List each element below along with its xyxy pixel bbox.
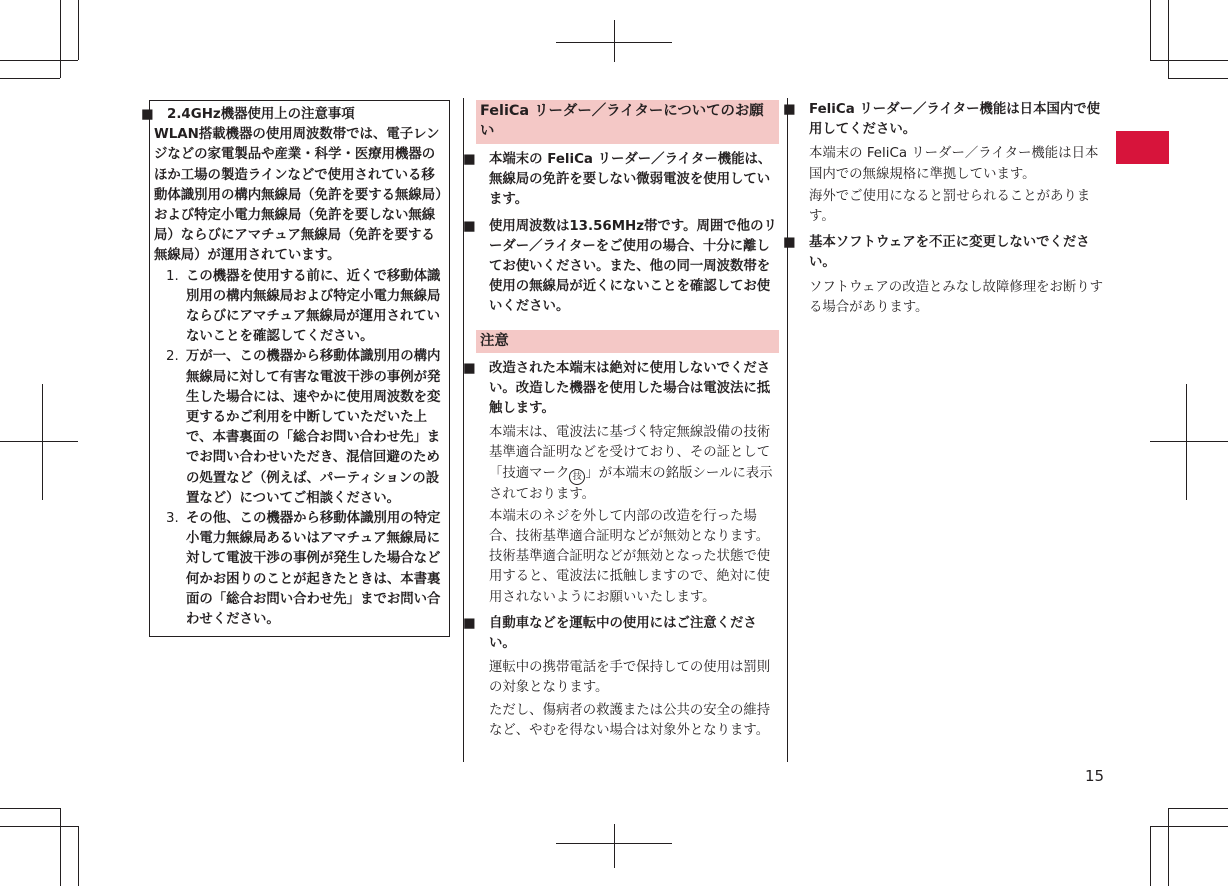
registration-mark xyxy=(614,20,615,62)
crop-mark xyxy=(1168,808,1169,886)
list-item: 1. この機器を使用する前に、近くで移動体識別用の構内無線局および特定小電力無線局ならびにアマチュア無線局が運用されていないことを確認してください。 xyxy=(166,268,441,345)
page-number: 15 xyxy=(1085,767,1105,785)
section-tab xyxy=(1116,131,1169,164)
crop-mark xyxy=(78,0,79,60)
crop-mark xyxy=(1150,0,1151,60)
crop-mark xyxy=(60,0,61,78)
crop-mark xyxy=(0,60,78,61)
column-middle xyxy=(463,100,779,741)
column-left xyxy=(141,100,449,637)
list-item: 3. その他、この機器から移動体識別用の特定小電力無線局あるいはアマチュア無線局に対して電波干渉の事例が発生した場合など何かお困りのことが起きたときは、本書裏面の「総合お問い合わせ先」までお問い合わせください。 xyxy=(166,511,441,628)
caution-item-body: 本端末は、電波法に基づく特定無線設備の技術基準適合証明などを受けており、その証として「技適マーク 技 」が本端末の銘版シールに表示されております。 xyxy=(489,425,773,502)
crop-mark xyxy=(1168,78,1228,79)
notice-heading: ■ 2.4GHz機器使用上の注意事項 xyxy=(141,107,355,122)
felica-domestic-body: 本端末の FeliCa リーダー／ライター機能は日本国内での無線規格に準拠しています。 xyxy=(809,146,1099,182)
registration-mark xyxy=(42,384,43,500)
crop-mark xyxy=(78,826,79,886)
felica-section-title: FeliCa リーダー／ライターについてのお願い xyxy=(476,100,779,144)
crop-mark xyxy=(60,808,61,886)
crop-mark xyxy=(0,808,60,809)
crop-mark xyxy=(1168,808,1228,809)
column-right xyxy=(783,100,1108,318)
caution-item-title: ■ 自動車などを運転中の使用にはご注意ください。 xyxy=(463,615,757,652)
registration-mark xyxy=(1150,441,1228,442)
caution-item-body: 本端末のネジを外して内部の改造を行った場合、技術基準適合証明などが無効となります。技術基準適合証明などが無効となった状態で使用すると、電波法に抵触しますので、絶対に使用されないようにお願いいたします。 xyxy=(489,508,771,605)
notice-intro: WLAN搭載機器の使用周波数帯では、電子レンジなどの家電製品や産業・科学・医療用機器のほか工場の製造ラインなどで使用されている移動体識別用の構内無線局（免許を要する無線局）および特定小電力無線局（免許を要しない無線局）ならびにアマチュア無線局（免許を要する無線局）が運用されています。 xyxy=(154,127,442,264)
caution-title: 注意 xyxy=(476,330,779,353)
column-divider xyxy=(787,98,788,762)
software-body: ソフトウェアの改造とみなし故障修理をお断りする場合があります。 xyxy=(809,279,1104,315)
registration-mark xyxy=(1186,384,1187,500)
registration-mark xyxy=(0,441,78,442)
giteki-mark-icon: 技 xyxy=(569,469,585,485)
crop-mark xyxy=(1150,60,1228,61)
notice-list xyxy=(154,267,445,631)
caution-item-body: ただし、傷病者の救護または公共の安全の維持など、やむを得ない場合は対象外となります。 xyxy=(489,702,771,738)
crop-mark xyxy=(1150,826,1151,886)
caution-item-title: ■ 改造された本端末は絶対に使用しないでください。改造した機器を使用した場合は電波法に抵触します。 xyxy=(463,360,771,417)
software-title: ■ 基本ソフトウェアを不正に変更しないでください。 xyxy=(783,235,1090,271)
column-divider xyxy=(463,98,464,762)
registration-mark xyxy=(614,824,615,868)
felica-item: ■ 本端末の FeliCa リーダー／ライター機能は、無線局の免許を要しない微弱電波を使用しています。 xyxy=(463,152,772,208)
felica-domestic-title: ■ FeliCa リーダー／ライター機能は日本国内で使用してください。 xyxy=(783,102,1101,138)
crop-mark xyxy=(1168,0,1169,78)
caution-item-body: 運転中の携帯電話を手で保持しての使用は罰則の対象となります。 xyxy=(489,660,771,696)
crop-mark xyxy=(0,78,60,79)
felica-item: ■ 使用周波数は13.56MHz帯です。周囲で他のリーダー／ライターをご使用の場合、十分に離してお使いください。また、他の同一周波数帯を使用の無線局が近くにないことを確認してお使いください。 xyxy=(463,218,777,315)
crop-mark xyxy=(1150,826,1228,827)
list-item: 2. 万が一、この機器から移動体識別用の構内無線局に対して有害な電波干渉の事例が発生した場合には、速やかに使用周波数を変更するかご利用を中断していただいた上で、本書裏面の「総合お問い合わせ先」までお問い合わせいただき、混信回避のための処置など（例えば、パーティションの設置など）についてご相談ください。 xyxy=(166,349,441,506)
felica-domestic-body: 海外でご使用になると罰せられることがあります。 xyxy=(809,188,1091,225)
notice-box-2-4ghz xyxy=(141,100,450,637)
crop-mark xyxy=(0,826,78,827)
